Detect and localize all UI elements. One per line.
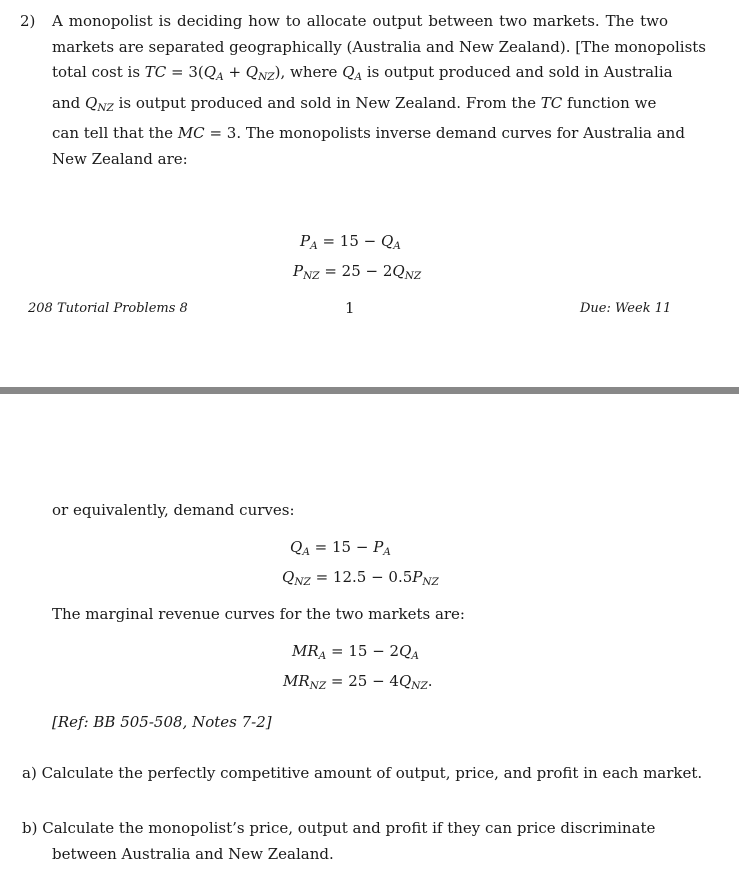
mr-intro: The marginal revenue curves for the two markets are: xyxy=(52,605,465,623)
part-b-line-1: b) Calculate the monopolist’s price, output and profit if they can price discriminate xyxy=(22,819,656,837)
part-b-line-2: between Australia and New Zealand. xyxy=(52,844,334,863)
part-b xyxy=(22,816,668,867)
inverse-demand-nz: $P_{NZ} = 25 - 2Q_{NZ}$ xyxy=(293,262,422,282)
footer-right: Due: Week 11 xyxy=(580,301,672,316)
demand-nz: $Q_{NZ} = 12.5 - 0.5P_{NZ}$ xyxy=(282,568,439,588)
demand-intro: or equivalently, demand curves: xyxy=(52,501,295,519)
page-divider xyxy=(0,387,739,394)
intro-line-1: A monopolist is deciding how to allocate output between two markets. The two xyxy=(52,12,668,30)
part-a: a) Calculate the perfectly competitive amount of output, price, and profit in each market. xyxy=(22,764,703,782)
tc-line: total cost is TC = $3(Q_A + Q_{NZ})$, where $Q_A$ is output produced and sold in Australia xyxy=(52,63,673,83)
mc-line: can tell that the MC = 3. The monopolists inverse demand curves for Australia and xyxy=(52,124,685,142)
and-line: and $Q_{NZ}$ is output produced and sold in New Zealand. From the TC function we xyxy=(52,93,657,114)
demand-australia: $Q_A = 15 - P_A$ xyxy=(290,538,391,558)
reference-note: [Ref: BB 505-508, Notes 7-2] xyxy=(52,713,272,731)
question-number: 2) xyxy=(20,12,36,30)
inverse-demand-australia: $P_A = 15 - Q_A$ xyxy=(300,232,401,252)
mr-nz: $MR_{NZ} = 25 - 4Q_{NZ}$. xyxy=(283,672,433,692)
footer-page-number: 1 xyxy=(345,299,355,317)
last-line: New Zealand are: xyxy=(52,149,188,168)
question-body xyxy=(52,9,706,172)
intro-line-2: markets are separated geographically (Australia and New Zealand). [The monopolists xyxy=(52,37,706,56)
mr-australia: $MR_A = 15 - 2Q_A$ xyxy=(292,642,419,662)
footer-left: 208 Tutorial Problems 8 xyxy=(28,301,188,316)
